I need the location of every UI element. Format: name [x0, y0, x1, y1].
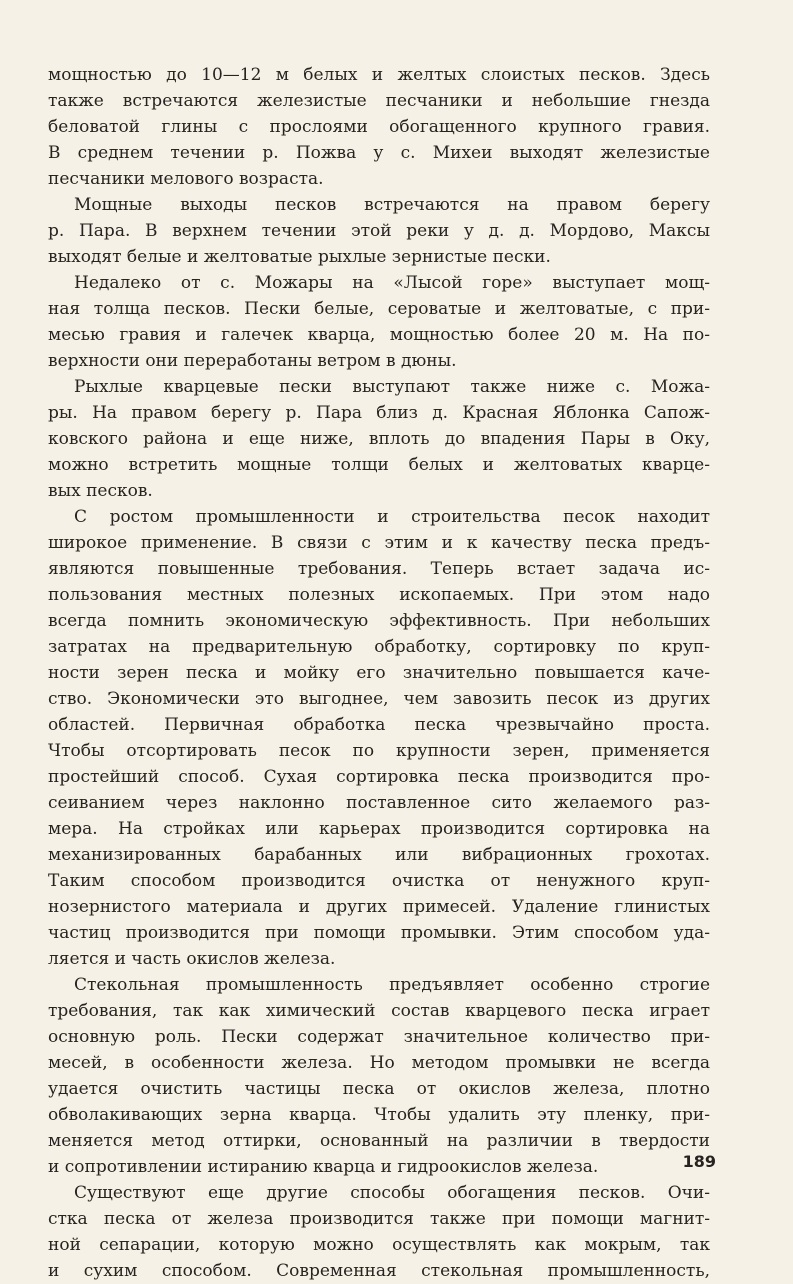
text-line: Существуют еще другие способы обогащения песков. Очи- — [74, 1183, 710, 1203]
text-line: всегда помнить экономическую эффективность. При небольших — [48, 611, 710, 631]
text-line: р. Пара. В верхнем течении этой реки у д. д. Мордово, Максы — [48, 221, 710, 241]
text-line: ности зерен песка и мойку его значительно повышается каче- — [48, 663, 710, 683]
text-line: ной сепарации, которую можно осуществлять как мокрым, так — [48, 1235, 710, 1255]
text-line: Рыхлые кварцевые пески выступают также ниже с. Можа- — [74, 377, 710, 397]
text-line: ная толща песков. Пески белые, сероватые и желтоватые, с при- — [48, 299, 710, 319]
text-line: пользования местных полезных ископаемых. При этом надо — [48, 585, 710, 605]
text-line: ляется и часть окислов железа. — [48, 949, 336, 969]
text-line: С ростом промышленности и строительства песок находит — [74, 507, 710, 527]
text-line: В среднем течении р. Пожва у с. Михеи выходят железистые — [48, 143, 710, 163]
text-line: выходят белые и желтоватые рыхлые зернистые пески. — [48, 247, 551, 267]
paragraph — [48, 62, 710, 192]
paragraph — [48, 1180, 710, 1284]
text-line: беловатой глины с прослоями обогащенного крупного гравия. — [48, 117, 710, 137]
text-line: сеиванием через наклонно поставленное сито желаемого раз- — [48, 793, 710, 813]
text-line: и сопротивлении истиранию кварца и гидроокислов железа. — [48, 1157, 599, 1177]
paragraph — [48, 192, 710, 270]
text-line: требования, так как химический состав кварцевого песка играет — [48, 1001, 710, 1021]
text-line: ство. Экономически это выгоднее, чем завозить песок из других — [48, 689, 710, 709]
text-line: ковского района и еще ниже, вплоть до впадения Пары в Оку, — [48, 429, 710, 449]
text-line: Мощные выходы песков встречаются на правом берегу — [74, 195, 710, 215]
text-line: являются повышенные требования. Теперь встает задача ис- — [48, 559, 710, 579]
text-line: ры. На правом берегу р. Пара близ д. Красная Яблонка Сапож- — [48, 403, 710, 423]
body-text — [48, 62, 710, 1284]
text-line: стка песка от железа производится также при помощи магнит- — [48, 1209, 710, 1229]
text-line: частиц производится при помощи промывки. Этим способом уда- — [48, 923, 710, 943]
text-line: основную роль. Пески содержат значительное количество при- — [48, 1027, 710, 1047]
text-line: Чтобы отсортировать песок по крупности зерен, применяется — [48, 741, 710, 761]
text-line: областей. Первичная обработка песка чрезвычайно проста. — [48, 715, 710, 735]
text-line: нозернистого материала и других примесей. Удаление глинистых — [48, 897, 710, 917]
text-line: можно встретить мощные толщи белых и желтоватых кварце- — [48, 455, 710, 475]
text-line: механизированных барабанных или вибрационных грохотах. — [48, 845, 710, 865]
page-number: 189 — [682, 1152, 716, 1171]
paragraph — [48, 504, 710, 972]
text-line: мощностью до 10—12 м белых и желтых слоистых песков. Здесь — [48, 65, 710, 85]
text-line: широкое применение. В связи с этим и к качеству песка предъ- — [48, 533, 710, 553]
text-line: месью гравия и галечек кварца, мощностью более 20 м. На по- — [48, 325, 710, 345]
text-line: мера. На стройках или карьерах производится сортировка на — [48, 819, 710, 839]
paragraph — [48, 972, 710, 1180]
text-line: Стекольная промышленность предъявляет особенно строгие — [74, 975, 710, 995]
paragraph — [48, 374, 710, 504]
text-line: простейший способ. Сухая сортировка песка производится про- — [48, 767, 710, 787]
text-line: меняется метод оттирки, основанный на различии в твердости — [48, 1131, 710, 1151]
text-line: Недалеко от с. Можары на «Лысой горе» выступает мощ- — [74, 273, 710, 293]
text-line: месей, в особенности железа. Но методом промывки не всегда — [48, 1053, 710, 1073]
text-line: Таким способом производится очистка от ненужного круп- — [48, 871, 710, 891]
text-line: песчаники мелового возраста. — [48, 169, 324, 189]
paragraph — [48, 270, 710, 374]
text-line: также встречаются железистые песчаники и небольшие гнезда — [48, 91, 710, 111]
text-line: обволакивающих зерна кварца. Чтобы удалить эту пленку, при- — [48, 1105, 710, 1125]
text-line: верхности они переработаны ветром в дюны. — [48, 351, 457, 371]
text-line: затратах на предварительную обработку, сортировку по круп- — [48, 637, 710, 657]
text-line: удается очистить частицы песка от окислов железа, плотно — [48, 1079, 710, 1099]
text-line: и сухим способом. Современная стекольная промышленность, — [48, 1261, 710, 1281]
text-line: вых песков. — [48, 481, 153, 501]
